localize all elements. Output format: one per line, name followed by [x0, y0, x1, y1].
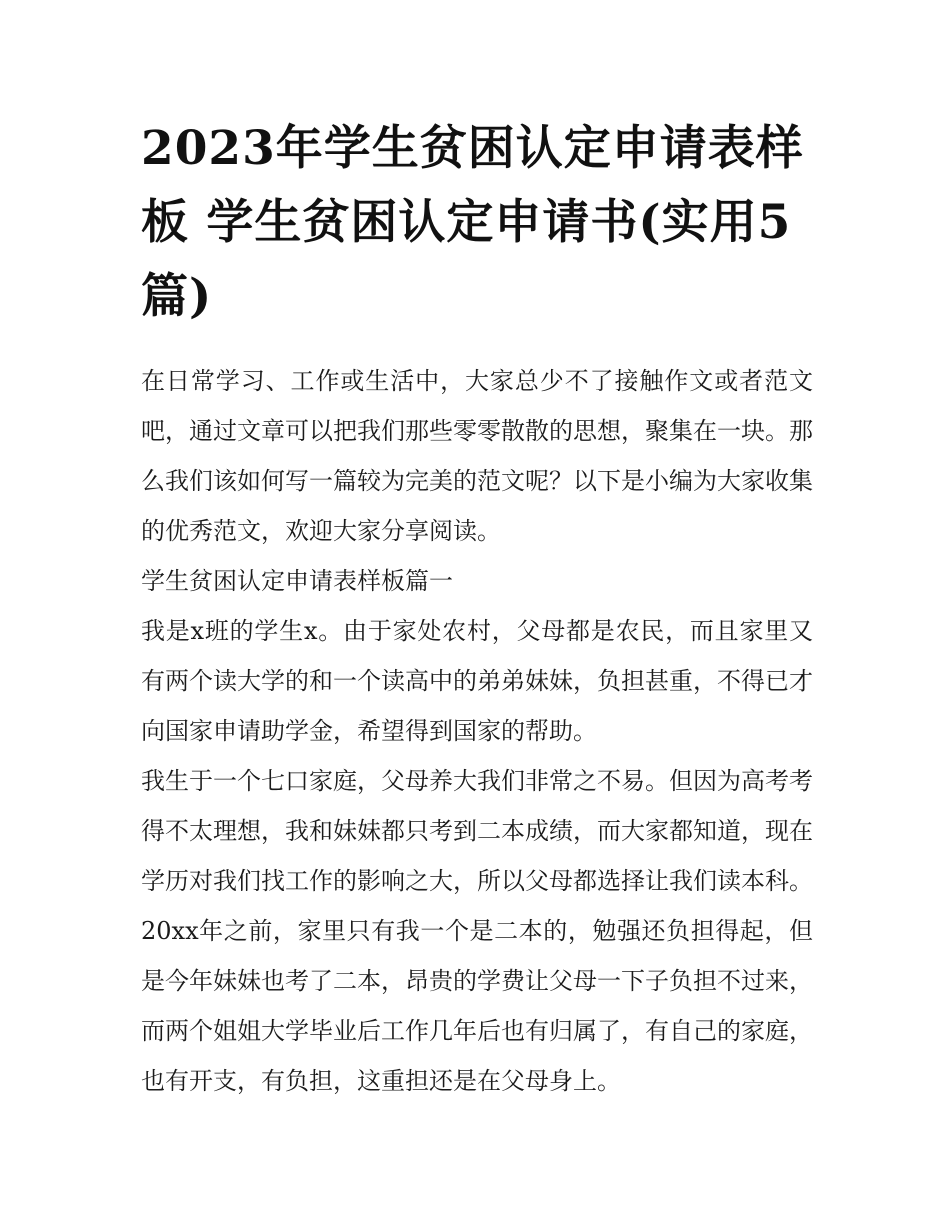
body-paragraph-1: 我是x班的学生x。由于家处农村，父母都是农民，而且家里又有两个读大学的和一个读高中的弟弟妹妹，负担甚重，不得已才向国家申请助学金，希望得到国家的帮助。 — [141, 617, 813, 745]
document-title: 2023年学生贫困认定申请表样板 学生贫困认定申请书(实用5篇) — [141, 121, 804, 324]
body-paragraph-2: 我生于一个七口家庭，父母养大我们非常之不易。但因为高考考得不太理想，我和妹妹都只考到二本成绩，而大家都知道，现在学历对我们找工作的影响之大，所以父母都选择让我们读本科。20xx年之前，家里只有我一个是二本的，勉强还负担得起，但是今年妹妹也考了二本，昂贵的学费让父母一下子负担不过来，而两个姐姐大学毕业后工作几年后也有归属了，有自己的家庭，也有开支，有负担，这重担还是在父母身上。 — [141, 767, 813, 1095]
section-heading: 学生贫困认定申请表样板篇一 — [141, 567, 453, 595]
intro-paragraph: 在日常学习、工作或生活中，大家总少不了接触作文或者范文吧，通过文章可以把我们那些零零散散的思想，聚集在一块。那么我们该如何写一篇较为完美的范文呢？以下是小编为大家收集的优秀范文，欢迎大家分享阅读。 — [141, 367, 813, 545]
document-body — [141, 112, 813, 1106]
